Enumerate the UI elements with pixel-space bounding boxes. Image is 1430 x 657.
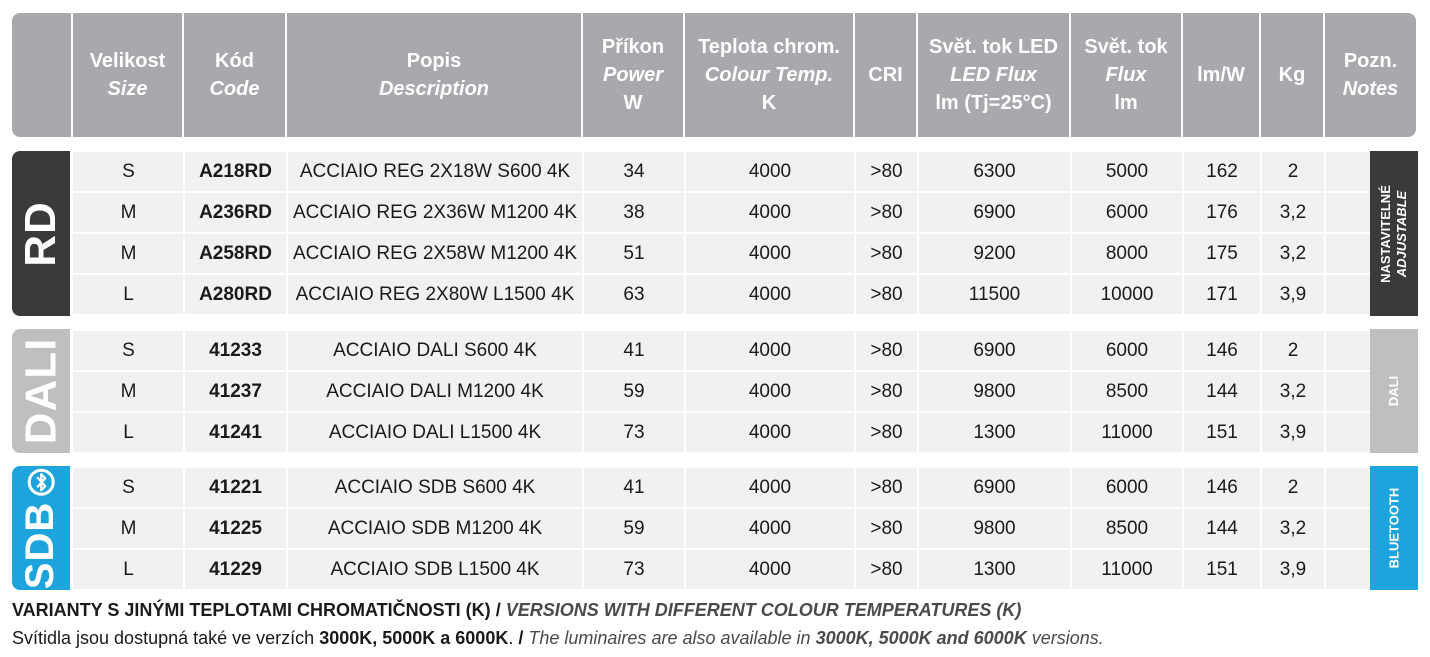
header-col-8 xyxy=(1071,13,1181,137)
cell-led-flux: 9800 xyxy=(973,380,1016,402)
col-divider xyxy=(1260,152,1262,191)
table-row xyxy=(73,193,1370,232)
header-col-2 xyxy=(184,13,285,137)
col-divider xyxy=(854,509,856,548)
cell-lm-w: 151 xyxy=(1206,558,1238,580)
cell-size: M xyxy=(120,380,137,402)
cell-colour-temp: 4000 xyxy=(748,421,792,443)
footer-heading-sep: / xyxy=(495,600,501,620)
cell-notes xyxy=(1325,372,1370,411)
header-col-9 xyxy=(1183,13,1259,137)
group-tab-rd-label: RD xyxy=(16,200,65,267)
cell-led-flux: 9800 xyxy=(973,517,1016,539)
header-col-8-cz: Svět. tok xyxy=(1084,36,1168,58)
col-divider xyxy=(286,468,288,507)
col-divider xyxy=(1324,193,1326,232)
footer-heading-en: VERSIONS WITH DIFFERENT COLOUR TEMPERATURES (K) xyxy=(505,600,1022,620)
cell-size: S xyxy=(122,476,135,498)
header-col-9-cz: lm/W xyxy=(1197,64,1245,86)
col-divider xyxy=(1324,331,1326,370)
cell-kg: 3,2 xyxy=(1279,517,1307,539)
col-divider xyxy=(917,152,919,191)
cell-size: S xyxy=(122,160,135,182)
col-divider xyxy=(1070,193,1072,232)
cell-led-flux: 11500 xyxy=(968,283,1021,305)
col-divider xyxy=(582,413,584,452)
cell-cri: >80 xyxy=(870,242,903,264)
col-divider xyxy=(582,152,584,191)
header-col-4-cz: Příkon xyxy=(601,36,665,58)
cell-cri: >80 xyxy=(870,283,903,305)
cell-led-flux: 6900 xyxy=(973,339,1016,361)
cell-colour-temp: 4000 xyxy=(748,558,792,580)
cell-flux: 8500 xyxy=(1105,517,1149,539)
table-row xyxy=(73,468,1370,507)
cell-lm-w: 171 xyxy=(1206,283,1238,305)
col-divider xyxy=(1260,331,1262,370)
table-row xyxy=(73,152,1370,191)
cell-cri: >80 xyxy=(870,201,903,223)
footer-note-en-b: 3000K, 5000K and 6000K xyxy=(815,628,1027,648)
col-divider xyxy=(286,550,288,589)
group-tab-dali xyxy=(12,329,70,453)
col-divider xyxy=(183,275,185,314)
col-divider xyxy=(854,275,856,314)
cell-code: 41229 xyxy=(209,558,262,580)
col-divider xyxy=(1070,275,1072,314)
cell-code: 41225 xyxy=(209,517,262,539)
cell-size: M xyxy=(120,517,137,539)
cell-kg: 3,9 xyxy=(1279,421,1307,443)
cell-cri: >80 xyxy=(870,339,903,361)
cell-lm-w: 176 xyxy=(1206,201,1238,223)
cell-flux: 8000 xyxy=(1105,242,1149,264)
col-divider xyxy=(684,468,686,507)
header-col-2-cz: Kód xyxy=(215,50,254,72)
col-divider xyxy=(1324,509,1326,548)
cell-colour-temp: 4000 xyxy=(748,517,792,539)
col-divider xyxy=(183,152,185,191)
col-divider xyxy=(286,193,288,232)
footer-note-cz-b: 3000K, 5000K a 6000K xyxy=(319,628,509,648)
cell-power: 41 xyxy=(623,339,645,361)
col-divider xyxy=(183,413,185,452)
cell-colour-temp: 4000 xyxy=(748,201,792,223)
cell-kg: 2 xyxy=(1287,160,1299,182)
cell-cri: >80 xyxy=(870,517,903,539)
cell-power: 41 xyxy=(623,476,645,498)
cell-lm-w: 162 xyxy=(1206,160,1238,182)
col-divider xyxy=(917,372,919,411)
col-divider xyxy=(1182,413,1184,452)
col-divider xyxy=(286,413,288,452)
col-divider xyxy=(854,372,856,411)
col-divider xyxy=(582,275,584,314)
cell-code: 41221 xyxy=(209,476,262,498)
col-divider xyxy=(1260,193,1262,232)
col-divider xyxy=(1070,234,1072,273)
footer-note-cz-c: . xyxy=(508,628,514,648)
col-divider xyxy=(1324,234,1326,273)
cell-colour-temp: 4000 xyxy=(748,380,792,402)
col-divider xyxy=(183,234,185,273)
table-row xyxy=(73,550,1370,589)
cell-code: A236RD xyxy=(199,201,272,223)
footer-heading-cz: VARIANTY S JINÝMI TEPLOTAMI CHROMATIČNOSTI (K) xyxy=(12,600,491,620)
col-divider xyxy=(183,468,185,507)
cell-colour-temp: 4000 xyxy=(748,283,792,305)
table-row xyxy=(73,234,1370,273)
note-tab-dali xyxy=(1370,329,1418,453)
header-col-1-en: Size xyxy=(107,78,148,100)
header-col-7-unit: lm (Tj=25°C) xyxy=(935,92,1052,114)
col-divider xyxy=(854,413,856,452)
header-col-3-cz: Popis xyxy=(406,50,462,72)
note-tab-sdb xyxy=(1370,466,1418,590)
cell-cri: >80 xyxy=(870,421,903,443)
cell-flux: 11000 xyxy=(1101,558,1153,580)
col-divider xyxy=(917,234,919,273)
cell-power: 34 xyxy=(623,160,645,182)
col-divider xyxy=(684,509,686,548)
header-col-11-cz: Pozn. xyxy=(1343,50,1398,72)
header-col-4-en: Power xyxy=(602,64,664,86)
cell-flux: 6000 xyxy=(1105,476,1149,498)
col-divider xyxy=(1070,152,1072,191)
col-divider xyxy=(1182,509,1184,548)
col-divider xyxy=(1070,372,1072,411)
cell-colour-temp: 4000 xyxy=(748,476,792,498)
cell-led-flux: 9200 xyxy=(973,242,1016,264)
col-divider xyxy=(1324,275,1326,314)
cell-notes xyxy=(1325,193,1370,232)
col-divider xyxy=(582,193,584,232)
header-col-1-cz: Velikost xyxy=(89,50,166,72)
col-divider xyxy=(286,372,288,411)
cell-notes xyxy=(1325,275,1370,314)
cell-kg: 3,9 xyxy=(1279,558,1307,580)
cell-size: L xyxy=(123,558,134,580)
header-col-4 xyxy=(583,13,683,137)
col-divider xyxy=(917,275,919,314)
col-divider xyxy=(854,331,856,370)
col-divider xyxy=(1182,372,1184,411)
col-divider xyxy=(684,234,686,273)
header-col-3-en: Description xyxy=(378,78,490,100)
col-divider xyxy=(582,550,584,589)
cell-notes xyxy=(1325,331,1370,370)
cell-code: 41241 xyxy=(209,421,262,443)
cell-flux: 8500 xyxy=(1105,380,1149,402)
col-divider xyxy=(183,509,185,548)
cell-size: M xyxy=(120,201,137,223)
col-divider xyxy=(286,275,288,314)
col-divider xyxy=(1070,509,1072,548)
cell-power: 73 xyxy=(623,421,645,443)
cell-flux: 6000 xyxy=(1105,201,1149,223)
cell-description: ACCIAIO DALI S600 4K xyxy=(333,339,537,361)
cell-description: ACCIAIO REG 2X58W M1200 4K xyxy=(292,242,578,264)
table-row xyxy=(73,331,1370,370)
header-col-11 xyxy=(1325,13,1416,137)
col-divider xyxy=(582,372,584,411)
col-divider xyxy=(582,234,584,273)
group-tab-dali-label: DALI xyxy=(16,337,65,445)
col-divider xyxy=(183,372,185,411)
col-divider xyxy=(1182,550,1184,589)
cell-notes xyxy=(1325,152,1370,191)
col-divider xyxy=(1260,509,1262,548)
col-divider xyxy=(1182,234,1184,273)
note-tab-rd xyxy=(1370,151,1418,316)
cell-flux: 11000 xyxy=(1101,421,1153,443)
cell-code: 41237 xyxy=(209,380,262,402)
cell-led-flux: 6900 xyxy=(973,201,1016,223)
cell-lm-w: 144 xyxy=(1206,380,1238,402)
col-divider xyxy=(684,152,686,191)
header-col-7-cz: Svět. tok LED xyxy=(929,36,1058,58)
footer-note-en-a: The luminaires are also available in xyxy=(528,628,811,648)
col-divider xyxy=(286,509,288,548)
cell-description: ACCIAIO DALI M1200 4K xyxy=(326,380,544,402)
col-divider xyxy=(582,331,584,370)
col-divider xyxy=(1182,152,1184,191)
col-divider xyxy=(286,331,288,370)
cell-cri: >80 xyxy=(870,380,903,402)
cell-colour-temp: 4000 xyxy=(748,242,792,264)
col-divider xyxy=(183,331,185,370)
footer-note-cz-a: Svítidla jsou dostupná také ve verzích xyxy=(12,628,315,648)
cell-power: 59 xyxy=(623,380,645,402)
group-tab-rd xyxy=(12,151,70,316)
group-tab-sdb xyxy=(12,466,70,590)
cell-notes xyxy=(1325,234,1370,273)
cell-led-flux: 6900 xyxy=(973,476,1016,498)
header-col-7 xyxy=(918,13,1069,137)
header-col-11-en: Notes xyxy=(1342,78,1399,100)
col-divider xyxy=(684,413,686,452)
cell-description: ACCIAIO REG 2X18W S600 4K xyxy=(299,160,571,182)
note-rd-cz: NASTAVITELNÉ xyxy=(1378,184,1393,283)
col-divider xyxy=(854,550,856,589)
cell-power: 73 xyxy=(623,558,645,580)
cell-power: 51 xyxy=(623,242,645,264)
header-col-5 xyxy=(685,13,853,137)
col-divider xyxy=(1260,372,1262,411)
cell-size: M xyxy=(120,242,137,264)
cell-cri: >80 xyxy=(870,160,903,182)
col-divider xyxy=(1260,234,1262,273)
col-divider xyxy=(917,413,919,452)
cell-description: ACCIAIO DALI L1500 4K xyxy=(328,421,542,443)
col-divider xyxy=(183,193,185,232)
col-divider xyxy=(684,331,686,370)
cell-colour-temp: 4000 xyxy=(748,339,792,361)
col-divider xyxy=(854,234,856,273)
col-divider xyxy=(286,152,288,191)
header-col-2-en: Code xyxy=(209,78,260,100)
cell-notes xyxy=(1325,413,1370,452)
col-divider xyxy=(684,372,686,411)
cell-kg: 2 xyxy=(1287,339,1299,361)
col-divider xyxy=(582,509,584,548)
cell-description: ACCIAIO REG 2X36W M1200 4K xyxy=(292,201,578,223)
note-sdb-cz: BLUETOOTH xyxy=(1386,487,1401,569)
cell-kg: 3,9 xyxy=(1279,283,1307,305)
cell-flux: 6000 xyxy=(1105,339,1149,361)
cell-description: ACCIAIO SDB L1500 4K xyxy=(330,558,540,580)
cell-kg: 2 xyxy=(1287,476,1299,498)
header-col-6-cz: CRI xyxy=(868,64,903,86)
cell-flux: 5000 xyxy=(1105,160,1149,182)
col-divider xyxy=(1182,193,1184,232)
header-col-7-en: LED Flux xyxy=(950,64,1037,86)
cell-power: 59 xyxy=(623,517,645,539)
cell-power: 38 xyxy=(623,201,645,223)
col-divider xyxy=(917,193,919,232)
cell-size: S xyxy=(122,339,135,361)
cell-code: A218RD xyxy=(199,160,272,182)
cell-led-flux: 1300 xyxy=(973,558,1016,580)
col-divider xyxy=(917,509,919,548)
cell-lm-w: 175 xyxy=(1206,242,1238,264)
cell-size: L xyxy=(123,421,134,443)
cell-code: 41233 xyxy=(209,339,262,361)
col-divider xyxy=(854,193,856,232)
col-divider xyxy=(1324,550,1326,589)
header-col-5-cz: Teplota chrom. xyxy=(698,36,840,58)
header-col-10 xyxy=(1261,13,1323,137)
cell-notes xyxy=(1325,509,1370,548)
col-divider xyxy=(917,331,919,370)
cell-lm-w: 151 xyxy=(1206,421,1238,443)
footer-note-sep: / xyxy=(518,628,524,648)
col-divider xyxy=(183,550,185,589)
col-divider xyxy=(684,193,686,232)
col-divider xyxy=(1260,275,1262,314)
cell-kg: 3,2 xyxy=(1279,201,1307,223)
table-row xyxy=(73,509,1370,548)
cell-flux: 10000 xyxy=(1100,283,1154,305)
table-row xyxy=(73,413,1370,452)
header-col-4-unit: W xyxy=(623,92,643,114)
header-col-5-en: Colour Temp. xyxy=(704,64,834,86)
cell-cri: >80 xyxy=(870,558,903,580)
cell-description: ACCIAIO SDB S600 4K xyxy=(334,476,536,498)
cell-kg: 3,2 xyxy=(1279,242,1307,264)
col-divider xyxy=(1260,413,1262,452)
col-divider xyxy=(1070,413,1072,452)
cell-lm-w: 146 xyxy=(1206,476,1238,498)
table-row xyxy=(73,275,1370,314)
header-col-6 xyxy=(855,13,916,137)
cell-size: L xyxy=(123,283,134,305)
col-divider xyxy=(1182,331,1184,370)
cell-lm-w: 146 xyxy=(1206,339,1238,361)
note-dali-cz: DALI xyxy=(1386,375,1401,407)
cell-code: A258RD xyxy=(199,242,272,264)
cell-led-flux: 6300 xyxy=(973,160,1016,182)
cell-cri: >80 xyxy=(870,476,903,498)
cell-code: A280RD xyxy=(199,283,272,305)
header-col-1 xyxy=(73,13,182,137)
header-col-8-unit: lm xyxy=(1114,92,1138,114)
cell-notes xyxy=(1325,550,1370,589)
col-divider xyxy=(1260,468,1262,507)
cell-notes xyxy=(1325,468,1370,507)
header-col-3 xyxy=(287,13,581,137)
cell-led-flux: 1300 xyxy=(973,421,1016,443)
col-divider xyxy=(1260,550,1262,589)
bluetooth-icon xyxy=(27,467,55,495)
col-divider xyxy=(1182,468,1184,507)
col-divider xyxy=(917,468,919,507)
col-divider xyxy=(1324,372,1326,411)
note-rd-en: ADJUSTABLE xyxy=(1394,190,1409,277)
cell-colour-temp: 4000 xyxy=(748,160,792,182)
col-divider xyxy=(1324,413,1326,452)
cell-lm-w: 144 xyxy=(1206,517,1238,539)
header-col-8-en: Flux xyxy=(1105,64,1147,86)
table-row xyxy=(73,372,1370,411)
cell-description: ACCIAIO REG 2X80W L1500 4K xyxy=(295,283,575,305)
footer-note xyxy=(12,628,1104,649)
footer-note-en-c: versions. xyxy=(1031,628,1104,648)
cell-power: 63 xyxy=(623,283,645,305)
header-col-5-unit: K xyxy=(761,92,777,114)
col-divider xyxy=(684,550,686,589)
col-divider xyxy=(582,468,584,507)
col-divider xyxy=(1182,275,1184,314)
col-divider xyxy=(684,275,686,314)
header-col-0 xyxy=(12,13,71,137)
col-divider xyxy=(1070,550,1072,589)
col-divider xyxy=(917,550,919,589)
col-divider xyxy=(1070,331,1072,370)
col-divider xyxy=(854,152,856,191)
col-divider xyxy=(1070,468,1072,507)
cell-kg: 3,2 xyxy=(1279,380,1307,402)
col-divider xyxy=(1324,468,1326,507)
col-divider xyxy=(286,234,288,273)
cell-description: ACCIAIO SDB M1200 4K xyxy=(327,517,543,539)
group-tab-sdb-label: SDB xyxy=(18,501,63,589)
footer-heading xyxy=(12,600,1021,621)
col-divider xyxy=(854,468,856,507)
header-col-10-cz: Kg xyxy=(1278,64,1306,86)
col-divider xyxy=(1324,152,1326,191)
